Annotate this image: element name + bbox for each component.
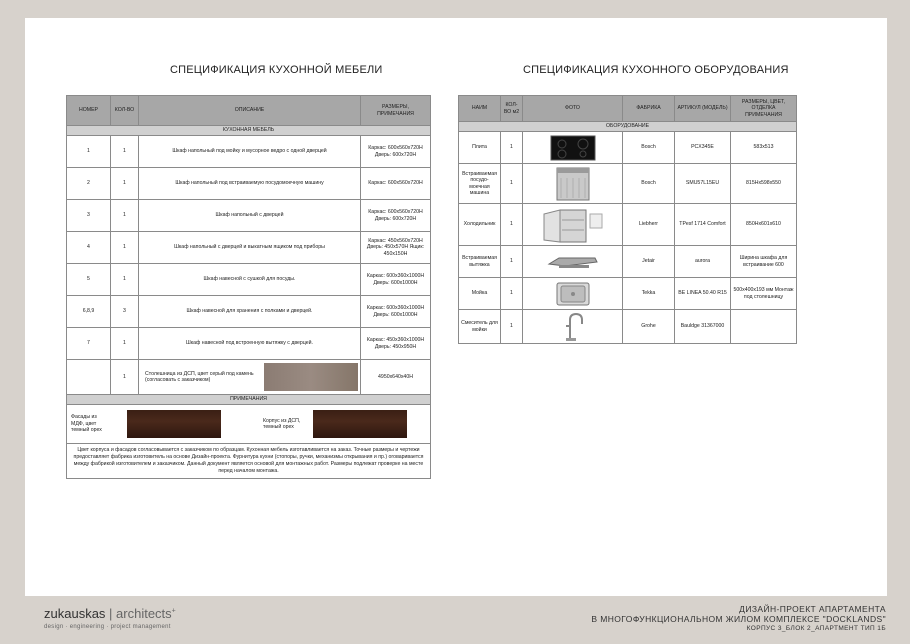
row-number: 6,8,9 [67,296,111,328]
row-model: Bauldge 31367000 [675,310,731,344]
row-qty: 1 [111,328,139,360]
row-dims: 583х513 [731,132,797,164]
dishwasher-photo [525,166,620,202]
row-qty: 1 [111,168,139,200]
row-description: Шкаф навесной с сушкой для посуды. [139,264,361,296]
row-model: PCX345E [675,132,731,164]
row-qty: 3 [111,296,139,328]
header-qty: КОЛ-ВО [111,96,139,126]
fridge-photo [525,206,620,244]
row-name: Холодильник [459,204,501,246]
row-description: Шкаф напольный под встраиваемую посудомоечную машину [139,168,361,200]
company-tagline: design · engineering · project management [44,624,171,630]
row-number: 7 [67,328,111,360]
row-qty: 1 [501,310,523,344]
row-dims: Каркас: 600х360х1000Н Дверь: 600х1000Н [361,296,431,328]
row-dims: Каркас: 600х560х720Н Дверь: 600х720Н [361,136,431,168]
row-description: Шкаф напольный с дверцей и выкатным ящиком под приборы [139,232,361,264]
row-name: Плита [459,132,501,164]
table-row [459,246,797,278]
furniture-spec-table [66,95,431,479]
row-number: 2 [67,168,111,200]
header-qty: КОЛ-ВО м2 [501,96,523,122]
header-name: НАИМ [459,96,501,122]
table-row [67,168,431,200]
project-line-2: В МНОГОФУНКЦИОНАЛЬНОМ ЖИЛОМ КОМПЛЕКСЕ "DOCKLANDS" [591,613,886,624]
row-model: BE LINEA 50.40 R15 [675,278,731,310]
table-row [67,136,431,168]
row-maker: Liebherr [623,204,675,246]
row-dims: 500х400х193 мм Монтаж под столешницу [731,278,797,310]
row-qty: 1 [111,264,139,296]
facade-swatch [127,410,221,438]
row-qty: 1 [501,246,523,278]
row-dims: Каркас: 450х560х720Н Дверь: 450х570Н Ящик: 450х150Н [361,232,431,264]
equipment-spec-table [458,95,797,344]
notes-text: Цвет корпуса и фасадов согласовывается с заказчиком по образцам. Кухонная мебель изготавливается на заказ. Точные размеры и чертежи предоставляет фабрика изготовитель на основе Дизайн-проекта. Фурнитура кухни (стопоры, ручки, механизмы открывания и пр.) оговаривается между фабрикой изготовителем и заказчиком. Данный документ является основой для монтажных работ. Размеры подлежат проверке на месте перед началом монтажа. [67,444,431,479]
furniture-spec-title: СПЕЦИФИКАЦИЯ КУХОННОЙ МЕБЕЛИ [170,64,383,76]
row-number: 5 [67,264,111,296]
project-line-3: КОРПУС 3_БЛОК 2_АПАРТМЕНТ ТИП 1Б [746,624,886,632]
row-number: 1 [67,136,111,168]
row-maker: Jetair [623,246,675,278]
table-row [459,132,797,164]
row-qty: 1 [501,204,523,246]
body-label: Корпус из ДСП, темный орех [263,417,301,430]
row-qty: 1 [501,278,523,310]
section-equipment: ОБОРУДОВАНИЕ [459,122,797,132]
header-description: ОПИСАНИЕ [139,96,361,126]
table-row [459,278,797,310]
stone-swatch [264,363,358,391]
row-dims: Ширина шкафа для встраивание 600 [731,246,797,278]
header-number: НОМЕР [67,96,111,126]
row-description: Шкаф навесной для хранения с полками и дверцей. [139,296,361,328]
equipment-spec-title: СПЕЦИФИКАЦИЯ КУХОННОГО ОБОРУДОВАНИЯ [523,64,789,76]
table-row [459,310,797,344]
finishes-row [67,405,431,444]
row-dims: 815Hх598х550 [731,164,797,204]
row-description: Шкаф напольный с дверцей [139,200,361,232]
table-row [67,264,431,296]
row-dims: 4950х640х40Н [361,360,431,395]
row-name: Мойка [459,278,501,310]
row-name: Смеситель для мойки [459,310,501,344]
row-qty: 1 [501,132,523,164]
section-notes: ПРИМЕЧАНИЯ [67,395,431,405]
header-dims: РАЗМЕРЫ, ЦВЕТ, ОТДЕЛКА ПРИМЕЧАНИЯ [731,96,797,122]
row-dims: 850Hх601х610 [731,204,797,246]
countertop-description: Столешница из ДСП, цвет серый под камень (согласовать с заказчиком) [145,370,254,383]
table-row [67,328,431,360]
row-dims: Каркас: 600х560х720Н [361,168,431,200]
row-model: SMU57L15EU [675,164,731,204]
table-row [459,204,797,246]
row-dims [731,310,797,344]
row-dims: Каркас: 600х360х1000Н Дверь: 600х1000Н [361,264,431,296]
company-logo: zukauskas | architects+ [44,606,176,621]
row-dims: Каркас: 450х360х1000Н Дверь: 450х950Н [361,328,431,360]
row-description: Шкаф навесной под встроенную вытяжку с дверцей. [139,328,361,360]
table-row [67,296,431,328]
cooktop-photo [525,135,620,161]
project-caption [591,605,886,632]
row-qty: 1 [501,164,523,204]
row-number: 3 [67,200,111,232]
row-description: Шкаф напольный под мойку и мусорное ведро с одной дверцей [139,136,361,168]
body-swatch [313,410,407,438]
row-qty: 1 [111,136,139,168]
header-photo: ФОТО [523,96,623,122]
row-qty: 1 [111,232,139,264]
table-row [67,200,431,232]
row-dims: Каркас: 600х560х720Н Дверь: 600х720Н [361,200,431,232]
header-dims: РАЗМЕРЫ, ПРИМЕЧАНИЯ [361,96,431,126]
table-row [459,164,797,204]
hood-photo [525,254,620,270]
row-number: 4 [67,232,111,264]
row-model: TPesf 1714 Comfort [675,204,731,246]
facade-label: Фасады из МДФ, цвет темный орех [71,414,102,434]
header-maker: ФАБРИКА [623,96,675,122]
sink-photo [525,281,620,307]
row-maker: Bosch [623,164,675,204]
section-furniture: КУХОННАЯ МЕБЕЛЬ [67,126,431,136]
row-model: aurora [675,246,731,278]
countertop-row [67,360,431,395]
row-maker: Grohe [623,310,675,344]
row-name: Встраиваемая вытяжка [459,246,501,278]
header-model: АРТИКУЛ (МОДЕЛЬ) [675,96,731,122]
table-row [67,232,431,264]
faucet-photo [525,312,620,342]
row-maker: Tekka [623,278,675,310]
row-qty: 1 [111,200,139,232]
row-qty: 1 [111,360,139,395]
row-name: Встраиваемая посудо-моечная машина [459,164,501,204]
row-maker: Bosch [623,132,675,164]
project-line-1: ДИЗАЙН-ПРОЕКТ АПАРТАМЕНТА [739,604,886,614]
